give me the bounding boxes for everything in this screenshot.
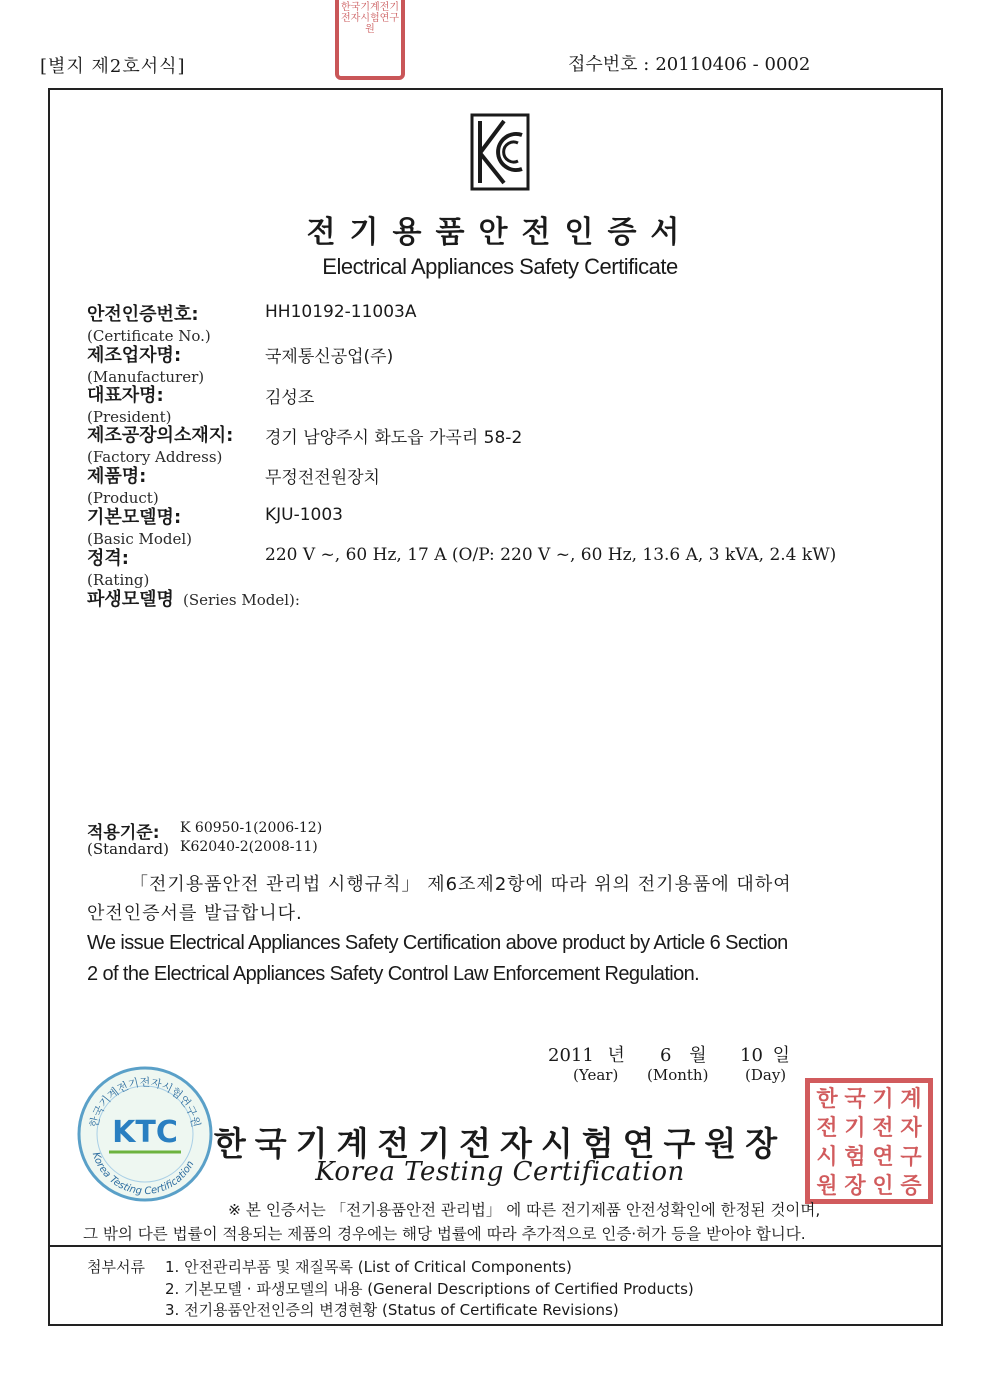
date-month-unit: 월 xyxy=(689,1045,707,1066)
receipt-number-block xyxy=(568,50,810,76)
attachment-item: 3. 전기용품안전인증의 변경현황 (Status of Certificate Revisions) xyxy=(165,1301,619,1319)
date-year-value: 2011 xyxy=(548,1045,594,1066)
field-label-en: (Product) xyxy=(87,489,159,507)
date-year-unit: 년 xyxy=(607,1045,625,1066)
seal-char: 계 xyxy=(900,1087,922,1112)
seal-char: 한 xyxy=(816,1087,838,1112)
standard-label-ko: 적용기준: xyxy=(87,823,160,843)
seal-char: 구 xyxy=(900,1145,922,1170)
standard-value-2: K62040-2(2008-11) xyxy=(180,839,318,855)
field-label-en: (Series Model): xyxy=(183,591,300,609)
divider xyxy=(48,1245,943,1247)
form-number: [별지 제2호서식] xyxy=(40,56,186,77)
field-label-ko: 기본모델명: xyxy=(87,507,182,528)
seal-char: 장 xyxy=(844,1174,866,1199)
field-label-ko: 안전인증번호: xyxy=(87,304,199,325)
ktc-center-text: KTC xyxy=(112,1115,178,1150)
field-manufacturer xyxy=(87,341,204,386)
declaration-korean-line2: 안전인증서를 발급합니다. xyxy=(87,903,303,924)
field-label-en: (President) xyxy=(87,408,172,426)
field-value-factory-address: 경기 남양주시 화도읍 가곡리 58-2 xyxy=(265,428,523,448)
kc-mark-icon xyxy=(470,113,530,191)
field-label-ko: 대표자명: xyxy=(87,385,164,406)
date-day xyxy=(740,1041,790,1067)
top-red-seal: 한국기계전기전자시험연구원 xyxy=(335,0,405,80)
field-product xyxy=(87,462,159,507)
seal-char: 전 xyxy=(872,1116,894,1141)
receipt-label: 접수번호 : xyxy=(568,54,650,75)
field-label-en: (Factory Address) xyxy=(87,448,223,466)
field-label-ko: 제조공장의소재지: xyxy=(87,425,234,446)
field-basic-model xyxy=(87,503,192,548)
ktc-ring-bottom-text: Korea Testing Certification xyxy=(89,1150,197,1198)
declaration-english-line2: 2 of the Electrical Appliances Safety Control Law Enforcement Regulation. xyxy=(87,963,700,985)
title-english: Electrical Appliances Safety Certificate xyxy=(322,254,678,279)
date-year-en: (Year) xyxy=(573,1066,619,1084)
field-value-product: 무정전전원장치 xyxy=(265,468,380,488)
declaration-english-line1: We issue Electrical Appliances Safety Certification above product by Article 6 Section xyxy=(87,932,788,954)
note-line2: 그 밖의 다른 법률이 적용되는 제품의 경우에는 해당 법률에 따라 추가적으로 인증·허가 등을 받아야 합니다. xyxy=(83,1225,806,1243)
seal-char: 기 xyxy=(844,1116,866,1141)
seal-char: 기 xyxy=(872,1087,894,1112)
date-day-unit: 일 xyxy=(772,1045,791,1066)
field-label-ko: 제조업자명: xyxy=(87,345,182,366)
field-factory-address xyxy=(87,421,233,466)
field-label-en: (Manufacturer) xyxy=(87,368,205,386)
attachments-label: 첨부서류 xyxy=(87,1258,145,1276)
seal-char: 증 xyxy=(900,1174,922,1199)
field-value-basic-model: KJU-1003 xyxy=(265,505,344,525)
field-value-certificate-no: HH10192-11003A xyxy=(265,302,417,322)
issuer-english: Korea Testing Certification xyxy=(315,1157,685,1187)
attachment-item: 1. 안전관리부품 및 재질목록 (List of Critical Components) xyxy=(165,1258,572,1276)
field-label-ko: 제품명: xyxy=(87,466,147,487)
seal-char: 원 xyxy=(816,1174,838,1199)
date-day-value: 10 xyxy=(740,1045,763,1066)
field-label-en: (Rating) xyxy=(87,571,150,589)
field-value-president: 김성조 xyxy=(265,388,315,408)
date-year xyxy=(548,1041,625,1067)
field-value-manufacturer: 국제통신공업(주) xyxy=(265,347,394,367)
issuer-korean: 한국기계전기전자시험연구원장 xyxy=(213,1124,787,1163)
seal-char: 시 xyxy=(816,1145,838,1170)
note-line1: ※ 본 인증서는 「전기용품안전 관리법」 에 따른 전기제품 안전성확인에 한정된 것이며, xyxy=(228,1201,821,1219)
date-month xyxy=(660,1041,707,1067)
seal-char: 인 xyxy=(872,1174,894,1199)
field-label-ko: 정격: xyxy=(87,548,129,569)
date-month-en: (Month) xyxy=(647,1066,709,1084)
field-label-en: (Certificate No.) xyxy=(87,327,211,345)
field-label-en: (Basic Model) xyxy=(87,530,192,548)
date-day-en: (Day) xyxy=(745,1066,787,1084)
date-month-value: 6 xyxy=(660,1045,672,1066)
field-president xyxy=(87,381,172,426)
seal-char: 험 xyxy=(844,1145,866,1170)
field-certificate-no xyxy=(87,300,211,345)
red-official-seal xyxy=(805,1078,933,1204)
field-label-ko: 파생모델명 xyxy=(87,589,174,610)
attachment-item: 2. 기본모델 · 파생모델의 내용 (General Descriptions of Certified Products) xyxy=(165,1280,694,1298)
standard-label-en: (Standard) xyxy=(87,840,169,858)
ktc-ring-top-text: 한국기계전기전자시험연구원 xyxy=(87,1075,203,1129)
seal-char: 자 xyxy=(900,1116,922,1141)
field-value-rating: 220 V ~, 60 Hz, 17 A (O/P: 220 V ~, 60 Hz, 13.6 A, 3 kVA, 2.4 kW) xyxy=(265,545,837,565)
seal-char: 연 xyxy=(872,1145,894,1170)
standard-value-1: K 60950-1(2006-12) xyxy=(180,820,323,836)
declaration-korean-line1: 「전기용품안전 관리법 시행규칙」 제6조제2항에 따라 위의 전기용품에 대하여 xyxy=(130,874,792,895)
title-korean: 전기용품안전인증서 xyxy=(306,215,694,250)
field-rating xyxy=(87,544,149,589)
seal-char: 국 xyxy=(844,1087,866,1112)
field-series-model xyxy=(87,585,300,611)
receipt-number: 20110406 - 0002 xyxy=(655,54,811,75)
seal-char: 전 xyxy=(816,1116,838,1141)
